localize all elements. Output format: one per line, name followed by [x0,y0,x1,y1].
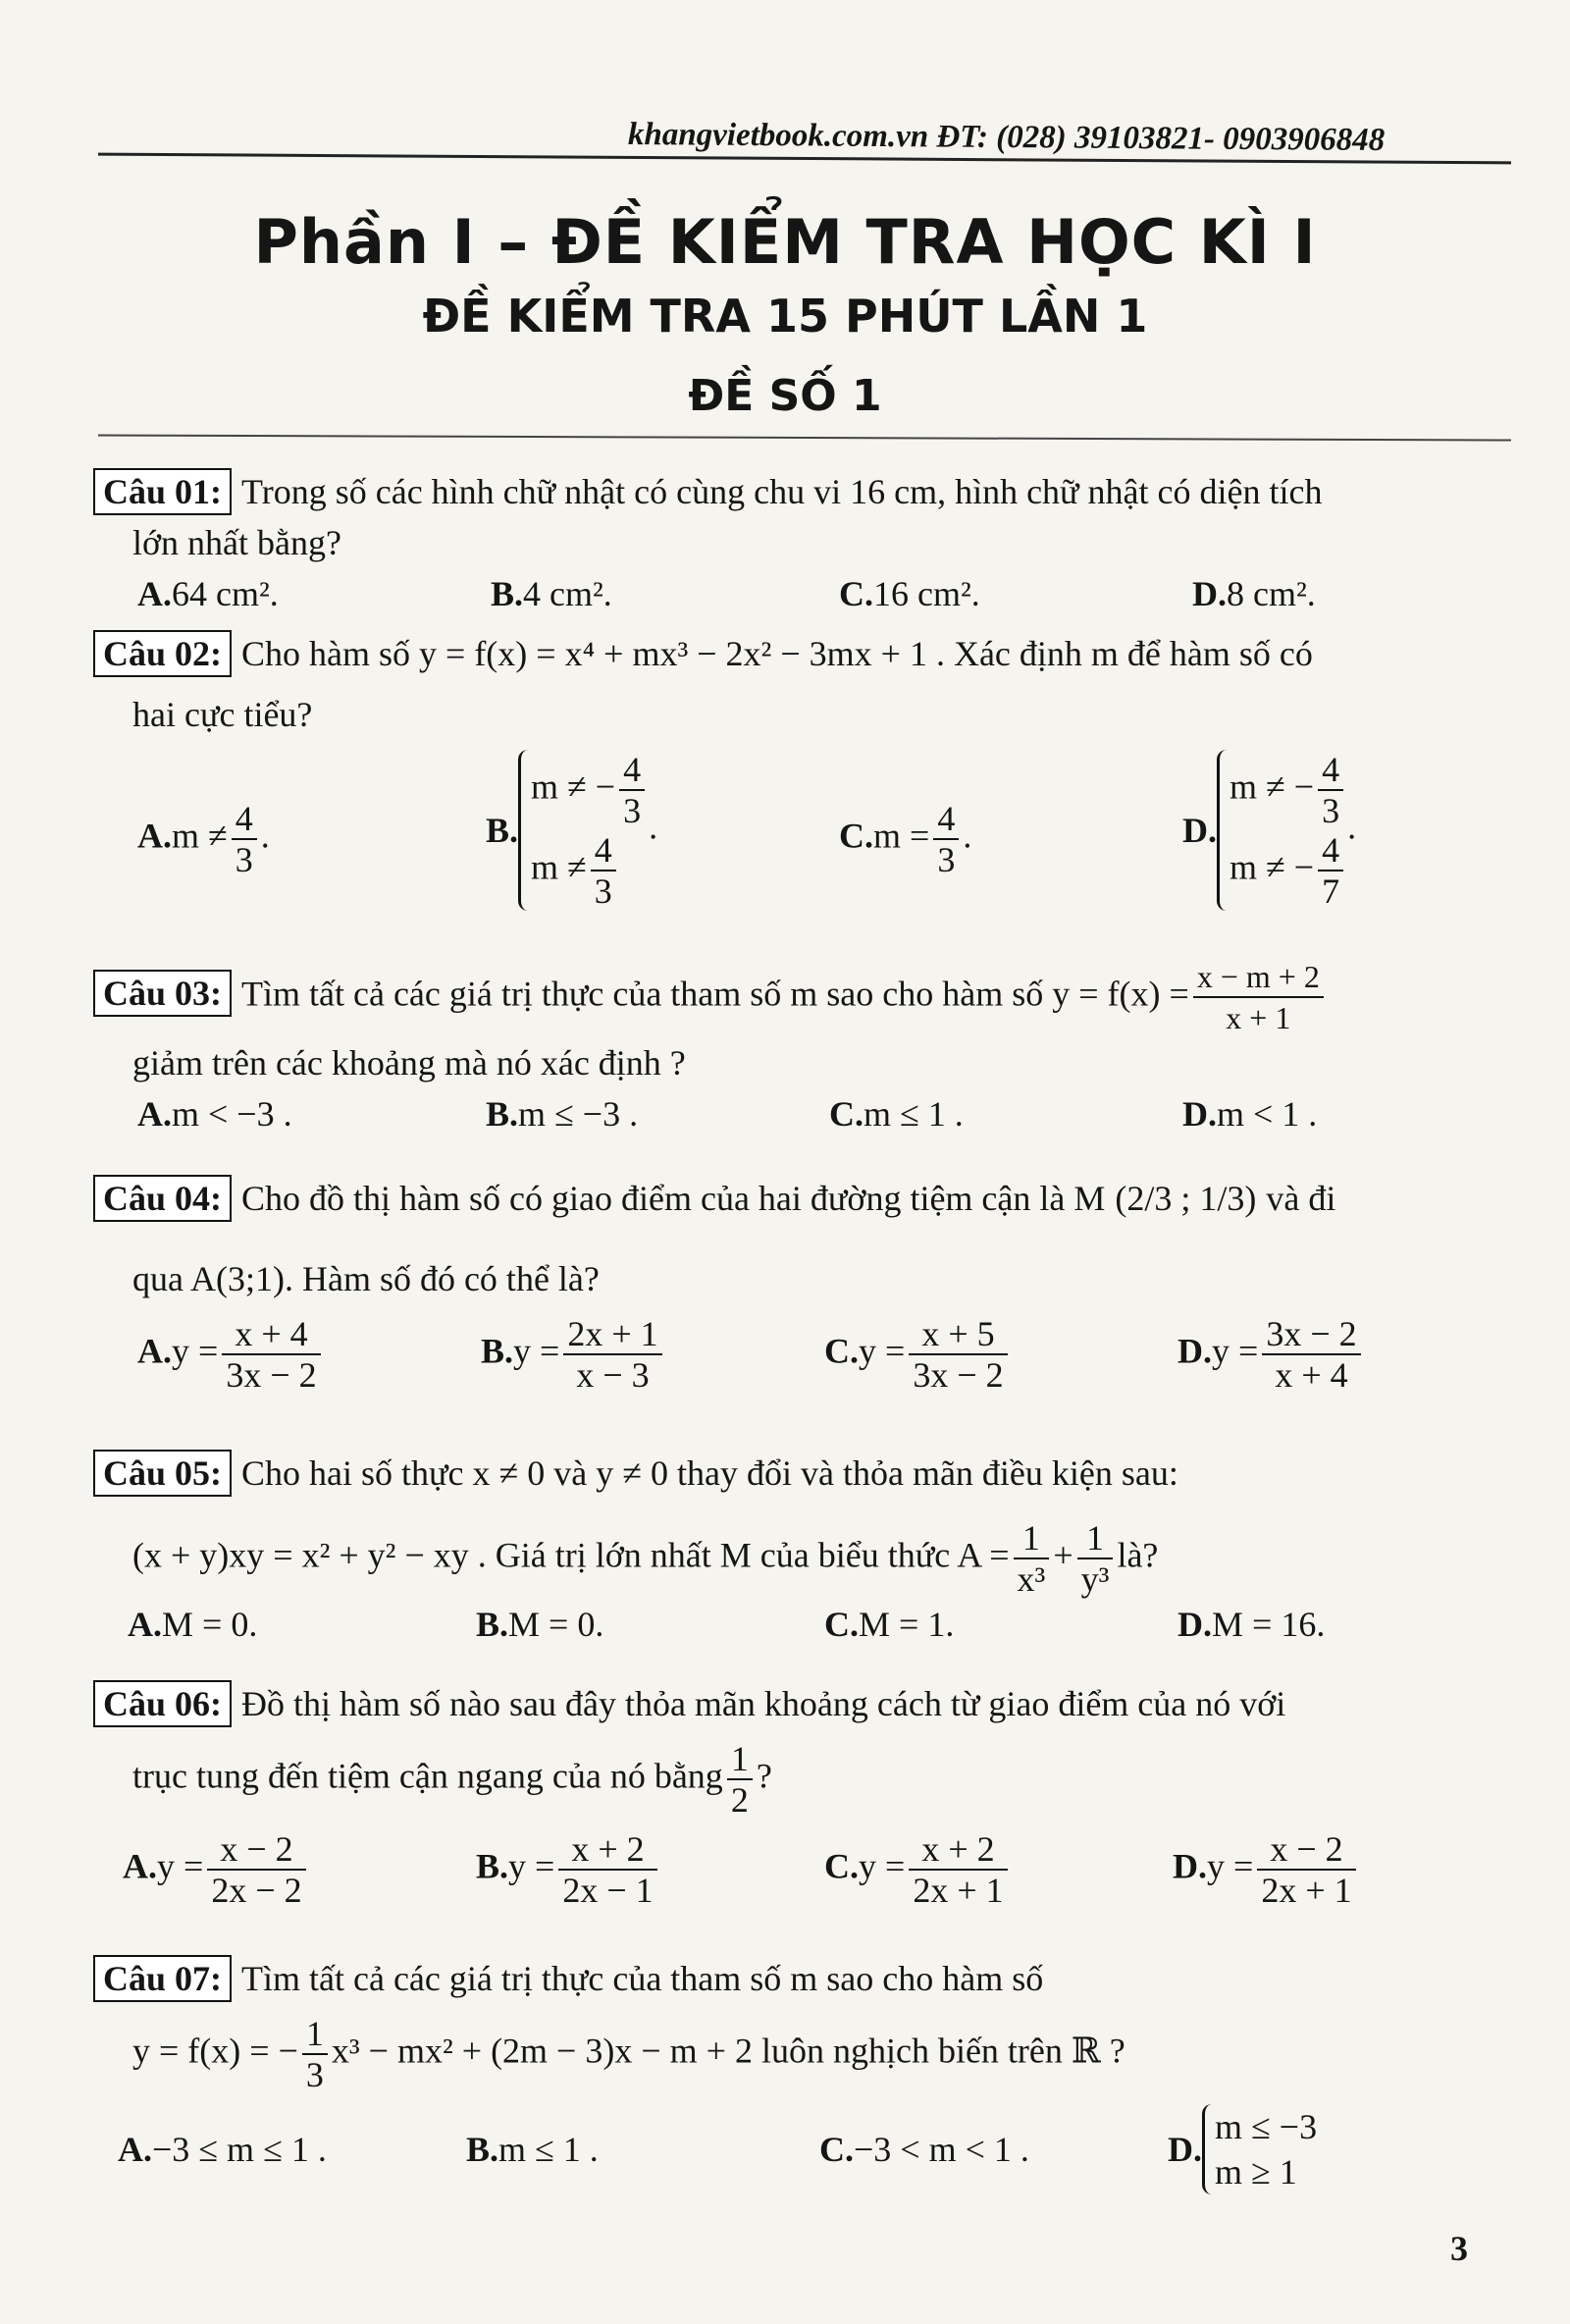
question-text: Tìm tất cả các giá trị thực của tham số m sao cho hàm số [241,1959,1044,1998]
question-text-cont: hai cực tiểu? [132,695,313,734]
question-label: Câu 03: [93,970,232,1017]
test-title: ĐỀ KIỂM TRA 15 PHÚT LẦN 1 [422,290,1148,343]
part-title: Phần I – ĐỀ KIỂM TRA HỌC KÌ I [253,206,1317,278]
option-c: C.y = $\frac{x + 2}{2x + 1}$ [824,1829,1012,1910]
option-b: B. m ≠ − $\frac{4}{3}$ m ≠ $\frac{4}{3}$ . [486,750,658,911]
option-b: B.4 cm². [491,574,612,613]
option-c: C.M = 1. [824,1605,955,1644]
option-c: C.m ≤ 1 . [829,1094,964,1134]
option-d: D.8 cm². [1192,574,1316,613]
option-b: B.y = $\frac{x + 2}{2x - 1}$ [476,1829,661,1910]
option-c: C.y = $\frac{x + 5}{3x - 2}$ [824,1314,1012,1395]
title-rule [98,434,1511,441]
question-03: Câu 03: Tìm tất cả các giá trị thực của tham số m sao cho hàm số y = f(x) = $\frac{x - m + 2}{x + 1}$ giảm trên các khoảng mà nó xác định ? A.m < −3 . B.m ≤ −3 . C.m ≤ 1 . D.m < 1 . [93,957,1516,1147]
question-text: Trong số các hình chữ nhật có cùng chu vi 16 cm, hình chữ nhật có diện tích [241,472,1323,511]
option-d: D. m ≠ − $\frac{4}{3}$ m ≠ − $\frac{4}{7}$ . [1182,750,1357,911]
answer-options [93,1829,1516,1928]
answer-options [93,568,1516,627]
option-d: D.y = $\frac{x - 2}{2x + 1}$ [1173,1829,1360,1910]
question-05 [93,1448,1516,1658]
page-number: 3 [1450,2229,1468,2268]
question-label: Câu 01: [93,468,232,515]
option-c: C.16 cm². [839,574,980,613]
option-a: A.y = $\frac{x - 2}{2x - 2}$ [123,1829,310,1910]
question-text-cont: (x + y)xy = x² + y² − xy . Giá trị lớn nhất M của biểu thức A = $\frac{1}{\text{x³}}$ + $\frac{1}{\text{y³}}$ là? [132,1518,1159,1599]
option-a: A.64 cm². [137,574,279,613]
option-b: B.m ≤ 1 . [466,2130,599,2169]
option-d: D.M = 16. [1178,1605,1326,1644]
question-label: Câu 02: [93,630,232,677]
option-c: C.m = $\frac{4}{3}$ . [839,799,972,879]
question-label: Câu 05: [93,1450,232,1497]
option-b: B.m ≤ −3 . [486,1094,639,1134]
option-b: B.M = 0. [476,1605,604,1644]
question-text: Tìm tất cả các giá trị thực của tham số m sao cho hàm số y = f(x) = [241,974,1189,1014]
question-text-cont: giảm trên các khoảng mà nó xác định ? [132,1043,686,1083]
option-a: A.m < −3 . [137,1094,292,1134]
question-01 [93,466,1516,627]
question-label: Câu 06: [93,1680,232,1727]
option-c: C.−3 < m < 1 . [819,2130,1029,2169]
question-label: Câu 04: [93,1175,232,1222]
question-text: Cho hàm số y = f(x) = x⁴ + mx³ − 2x² − 3mx + 1 . Xác định m để hàm số có [241,634,1313,673]
option-a: A.−3 ≤ m ≤ 1 . [118,2130,327,2169]
question-text-cont: y = f(x) = − $\frac{1}{3}$ x³ − mx² + (2m − 3)x − m + 2 luôn nghịch biến trên ℝ ? [132,2014,1125,2094]
question-02 [93,628,1516,936]
question-text-cont: lớn nhất bằng? [132,523,341,562]
question-label: Câu 07: [93,1955,232,2002]
question-06 [93,1678,1516,1928]
answer-options [93,2104,1516,2212]
option-a: A.y = $\frac{x + 4}{3x - 2}$ [137,1314,325,1395]
option-a: A.m ≠ $\frac{4}{3}$ . [137,799,270,879]
option-d: D.y = $\frac{3x - 2}{x + 4}$ [1178,1314,1365,1395]
header-contact: khangvietbook.com.vn ĐT: (028) 39103821- 0903906848 [627,116,1386,159]
question-text-cont: qua A(3;1). Hàm số đó có thể là? [132,1259,600,1298]
answer-options [93,1088,1516,1147]
question-04: Câu 04: Cho đồ thị hàm số có giao điểm của hai đường tiệm cận là M (2/3 ; 1/3) và đi qua A(3;1). Hàm số đó có thể là? A.y = $\frac{x + 4}{3x - 2}$ B.y = $\frac{2x + 1}{x - 3}$ C.y = $\frac{x + 5}{3x - 2}$ D.y = $\frac{3x - 2}{x + 4}$ [93,1173,1516,1412]
answer-options [93,1599,1516,1658]
option-d: D. m ≤ −3 m ≥ 1 [1168,2104,1317,2194]
answer-options [93,1314,1516,1412]
question-text: Cho đồ thị hàm số có giao điểm của hai đường tiệm cận là M [241,1179,1106,1218]
question-text: Đồ thị hàm số nào sau đây thỏa mãn khoảng cách từ giao điểm của nó với [241,1684,1286,1723]
option-d: D.m < 1 . [1182,1094,1318,1134]
question-07 [93,1953,1516,2212]
option-b: B.y = $\frac{2x + 1}{x - 3}$ [481,1314,666,1395]
question-text: Cho hai số thực x ≠ 0 và y ≠ 0 thay đổi và thỏa mãn điều kiện sau: [241,1453,1178,1493]
answer-options [93,750,1516,936]
option-a: A.M = 0. [128,1605,258,1644]
question-text-cont: trục tung đến tiệm cận ngang của nó bằng $\frac{1}{2}$ ? [132,1739,772,1820]
exam-number: ĐỀ SỐ 1 [688,371,882,421]
